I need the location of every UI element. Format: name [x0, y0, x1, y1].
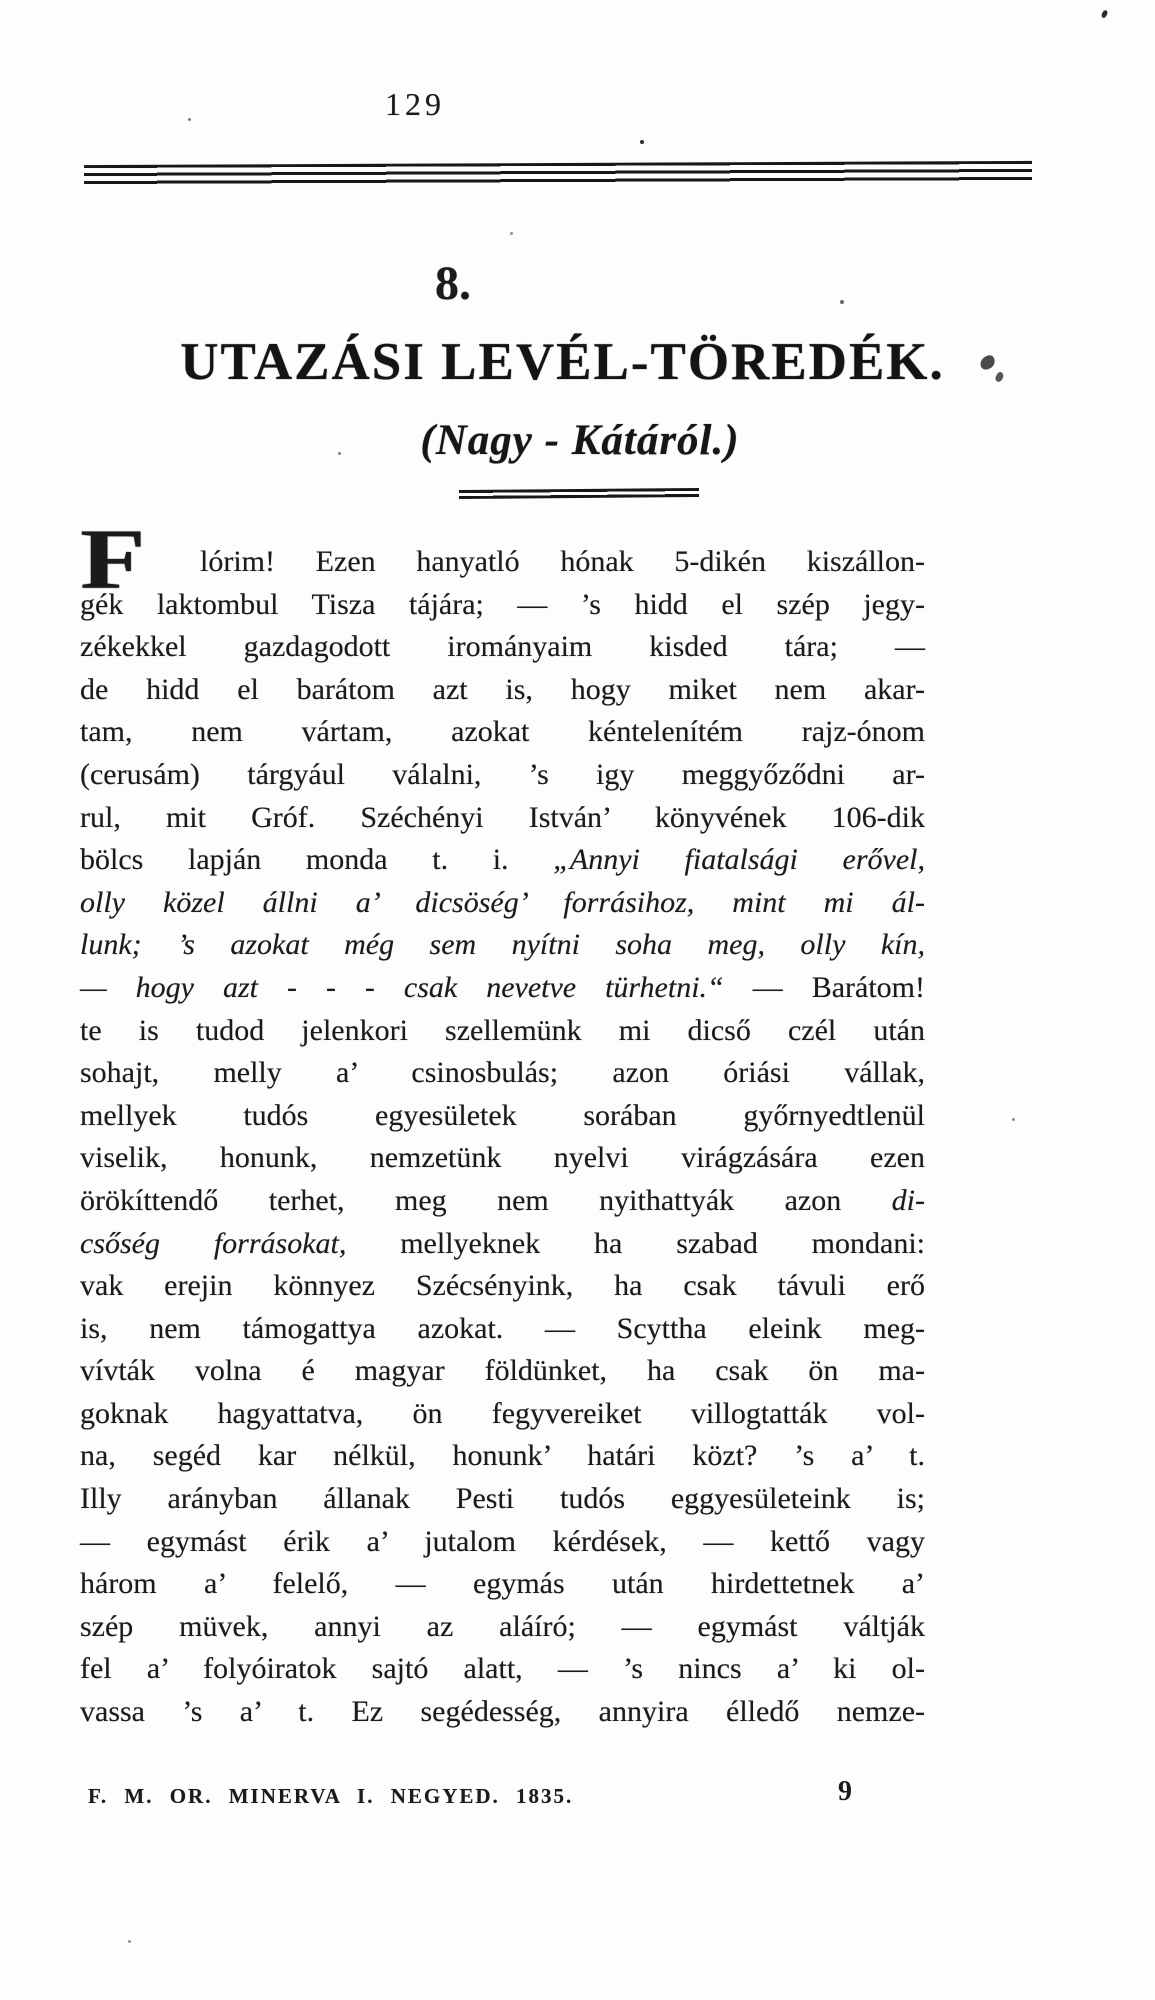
scan-speckle	[1101, 9, 1108, 18]
scan-speckle	[338, 452, 341, 455]
scan-speckle	[510, 232, 513, 235]
scan-speckle	[128, 1940, 131, 1943]
scan-speckle	[1012, 1118, 1015, 1121]
text-line: vívták volna é magyar földünket, ha csak ön ma-	[80, 1354, 925, 1388]
text-line: örökíttendő terhet, meg nem nyithattyák azon di-	[80, 1183, 925, 1217]
scan-speckle	[188, 118, 191, 121]
text-line: olly közel állni a’ dicsöség’ forrásihoz, mint mi ál-	[80, 885, 925, 919]
text-line: gék laktombul Tisza tájára; — ’s hidd el szép jegy-	[80, 587, 925, 621]
initial-letter: F	[80, 511, 146, 607]
text-line: szép müvek, annyi az aláíró; — egymást váltják	[80, 1609, 925, 1643]
text-line: vak erejin könnyez Szécsényink, ha csak távuli erő	[80, 1269, 925, 1303]
section-number: 8.	[435, 257, 471, 310]
text-line: fel a’ folyóiratok sajtó alatt, — ’s nincs a’ ki ol-	[80, 1652, 925, 1686]
signature-mark: 9	[838, 1776, 852, 1807]
text-line: viselik, honunk, nemzetünk nyelvi virágzására ezen	[80, 1141, 925, 1175]
text-line: bölcs lapján monda t. i. „Annyi fiatalsági erővel,	[80, 843, 925, 877]
text-line: lórim! Ezen hanyatló hónak 5-dikén kiszállon-	[200, 545, 925, 578]
text-line: lunk; ’s azokat még sem nyítni soha meg, olly kín,	[80, 928, 925, 962]
subtitle-rule	[459, 488, 699, 499]
text-line: sohajt, melly a’ csinosbulás; azon óriási vállak,	[80, 1056, 925, 1090]
article-subtitle: (Nagy - Kátáról.)	[420, 417, 740, 464]
text-line: vassa ’s a’ t. Ez segédesség, annyira élledő nemze-	[80, 1695, 925, 1729]
text-line: (cerusám) tárgyául válalni, ’s igy meggyőződni ar-	[80, 757, 925, 791]
text-line: goknak hagyattatva, ön fegyvereiket villogtatták vol-	[80, 1396, 925, 1430]
article-title: UTAZÁSI LEVÉL-TÖREDÉK.	[180, 333, 945, 391]
scan-speckle	[840, 300, 844, 304]
article-body	[80, 511, 926, 1734]
text-line: rul, mit Gróf. Széchényi István’ könyvének 106-dik	[80, 800, 925, 834]
text-line: — hogy azt - - - csak nevetve türhetni.“ — Barátom!	[80, 970, 926, 1004]
scan-speckle	[640, 140, 644, 144]
text-line: is, nem támogattya azokat. — Scyttha eleink meg-	[80, 1311, 925, 1345]
text-line: csőség forrásokat, mellyeknek ha szabad mondani:	[80, 1226, 925, 1260]
text-line: de hidd el barátom azt is, hogy miket nem akar-	[80, 672, 925, 706]
body-lines	[80, 541, 925, 1734]
text-line: mellyek tudós egyesületek sorában győrnyedtlenül	[80, 1098, 925, 1132]
imprint-text: F. M. OR. MINERVA I. NEGYED. 1835.	[88, 1784, 574, 1808]
text-line: tam, nem vártam, azokat kéntelenítém rajz-ónom	[80, 715, 925, 749]
text-line: te is tudod jelenkori szellemünk mi dicső czél után	[80, 1013, 925, 1047]
page-number: 129	[385, 86, 445, 122]
text-line: na, segéd kar nélkül, honunk’ határi közt? ’s a’ t.	[80, 1439, 925, 1473]
page-footer	[80, 1776, 925, 1836]
text-line: három a’ felelő, — egymás után hirdettetnek a’	[80, 1567, 925, 1601]
text-line: zékekkel gazdagodott irományaim kisded tára; —	[80, 630, 925, 664]
header-rule	[84, 161, 1032, 187]
text-line: — egymást érik a’ jutalom kérdések, — kettő vagy	[80, 1524, 925, 1558]
text-line: Illy arányban állanak Pesti tudós eggyesületeink is;	[80, 1482, 925, 1516]
